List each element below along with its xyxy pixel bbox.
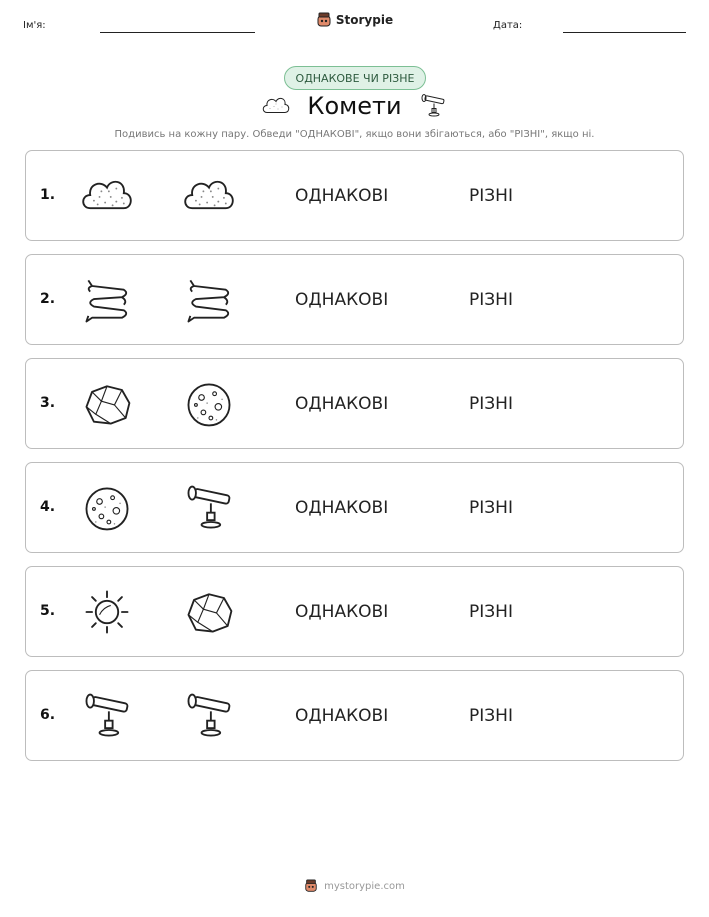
instructions: Подивись на кожну пару. Обведи "ОДНАКОВІ", якщо вони збігаються, або "РІЗНІ", якщо ні. — [114, 129, 595, 140]
answer-different[interactable]: РІЗНІ — [469, 602, 513, 622]
telescope-icon — [181, 483, 237, 533]
brand-name: Storypie — [335, 13, 394, 27]
name-label: Ім'я: — [23, 20, 46, 31]
telescope-icon — [79, 691, 135, 741]
question-row — [25, 670, 684, 761]
answer-same[interactable]: ОДНАКОВІ — [295, 186, 389, 206]
telescope-icon — [418, 93, 448, 119]
name-line[interactable] — [100, 32, 255, 33]
answer-same[interactable]: ОДНАКОВІ — [295, 394, 389, 414]
cloud-icon — [79, 171, 135, 221]
moon-icon — [181, 379, 237, 429]
cloud-icon — [181, 171, 237, 221]
question-number: 5. — [40, 603, 56, 619]
telescope-icon — [181, 691, 237, 741]
question-row — [25, 254, 684, 345]
page-title: Комети — [307, 92, 402, 120]
footer-url[interactable]: mystorypie.com — [324, 880, 405, 892]
date-label: Дата: — [493, 20, 523, 31]
worksheet-type-badge: ОДНАКОВЕ ЧИ РІЗНЕ — [284, 66, 426, 90]
answer-different[interactable]: РІЗНІ — [469, 394, 513, 414]
question-number: 6. — [40, 707, 56, 723]
answer-different[interactable]: РІЗНІ — [469, 186, 513, 206]
moon-icon — [79, 483, 135, 533]
question-number: 1. — [40, 187, 56, 203]
question-row — [25, 358, 684, 449]
question-row — [25, 566, 684, 657]
ribbon-icon — [79, 275, 135, 325]
question-row — [25, 150, 684, 241]
storypie-mascot-icon — [304, 879, 318, 893]
question-row — [25, 462, 684, 553]
brand-logo — [0, 12, 709, 28]
rock-icon — [79, 379, 135, 429]
question-number: 4. — [40, 499, 56, 515]
date-line[interactable] — [563, 32, 686, 33]
answer-different[interactable]: РІЗНІ — [469, 706, 513, 726]
answer-same[interactable]: ОДНАКОВІ — [295, 706, 389, 726]
ribbon-icon — [181, 275, 237, 325]
footer — [0, 879, 709, 893]
question-number: 3. — [40, 395, 56, 411]
answer-different[interactable]: РІЗНІ — [469, 498, 513, 518]
answer-same[interactable]: ОДНАКОВІ — [295, 602, 389, 622]
answer-same[interactable]: ОДНАКОВІ — [295, 498, 389, 518]
rock-icon — [181, 587, 237, 637]
cloud-icon — [261, 93, 291, 119]
question-number: 2. — [40, 291, 56, 307]
sun-icon — [79, 587, 135, 637]
answer-different[interactable]: РІЗНІ — [469, 290, 513, 310]
answer-same[interactable]: ОДНАКОВІ — [295, 290, 389, 310]
storypie-mascot-icon — [316, 12, 332, 28]
